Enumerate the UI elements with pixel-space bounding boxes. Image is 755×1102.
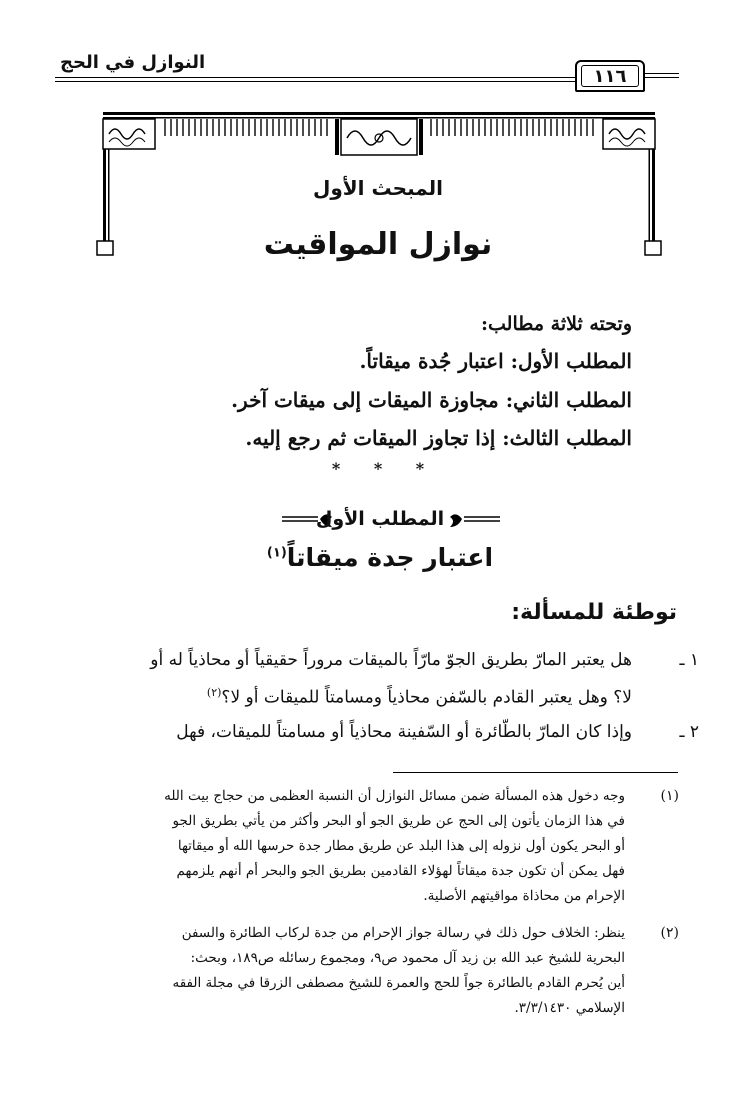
- footnote-line: الإحرام من محاذاة مواقيتهم الأصلية.: [423, 888, 625, 904]
- subsection-label: المطلب الثاني:: [505, 388, 632, 412]
- subsection-text: إذا تجاوز الميقات ثم رجع إليه.: [245, 426, 496, 450]
- subsection-text: اعتبار جُدة ميقاتاً.: [359, 349, 504, 373]
- chapter-label: المبحث الأول: [312, 176, 444, 200]
- header-rule-left-2: [55, 81, 575, 82]
- footnote-line: البحرية للشيخ عبد الله بن زيد آل محمود ص٩، ومجموع رسائله ص١٨٩، وبحث:: [190, 950, 625, 966]
- footnote-line: ينظر: الخلاف حول ذلك في رسالة جواز الإحرام من جدة لركاب الطائرة والسفن: [181, 925, 625, 941]
- subsection-text: مجاوزة الميقات إلى ميقات آخر.: [231, 388, 499, 412]
- footnote-ref: (١): [266, 545, 287, 561]
- question-number: ٢ ـ: [679, 722, 699, 742]
- footnote-line: وجه دخول هذه المسألة ضمن مسائل النوازل أن النسبة العظمى من حجاج بيت الله: [164, 788, 625, 804]
- subsection-item: [245, 426, 632, 450]
- footnote-number: (١): [660, 788, 679, 804]
- subsection-heading: المطلب الأول: [315, 508, 445, 530]
- header-rule-left: [55, 77, 575, 78]
- subsection-item: [231, 388, 632, 412]
- running-title: النوازل في الحج: [60, 52, 206, 73]
- footnote-line: الإسلامي ٣/٣/١٤٣٠.: [514, 1000, 625, 1016]
- question-text: لا؟ وهل يعتبر القادم بالسّفن محاذياً ومسامتاً للميقات أو لا؟: [221, 687, 632, 708]
- footnote-ref: (٢): [206, 686, 222, 699]
- subsection-label: المطلب الثالث:: [502, 426, 632, 450]
- footnote-line: في هذا الزمان يأتون إلى الحج عن طريق الجو أو البحر وأكثر من يأتي بطريق الجو: [172, 813, 625, 829]
- topic-title: [250, 543, 510, 572]
- question-number: ١ ـ: [679, 650, 699, 670]
- question-line: وإذا كان المارّ بالطّائرة أو السّفينة محاذياً أو مسامتاً للميقات، فهل: [176, 722, 632, 742]
- footnote-number: (٢): [660, 925, 679, 941]
- chapter-title: نوازل المواقيت: [263, 227, 493, 262]
- footnote-line: أو البحر يكون أول نزوله إلى هذا البلد عن طريق مطار جدة حرسها الله أو ميقاتها: [177, 838, 625, 854]
- footnote-line: فهل يمكن أن تكون جدة ميقاتاً لهؤلاء القادمين بطريق الجو والبحر أم أنهم يلزمهم: [176, 863, 625, 879]
- separator-stars: * * *: [331, 459, 439, 478]
- page-number: ١١٦: [593, 65, 627, 87]
- subsection-label: المطلب الأول:: [510, 349, 632, 373]
- header-rule-right-2: [641, 77, 679, 78]
- topic-title-text: اعتبار جدة ميقاتاً: [286, 543, 494, 572]
- footnote-rule: [393, 772, 678, 773]
- question-line: [207, 678, 632, 713]
- intro-text: وتحته ثلاثة مطالب:: [481, 313, 632, 335]
- footnote-line: أين يُحرم القادم بالطائرة جواً للحج والعمرة للشيخ مصطفى الزرقا في مجلة الفقه: [172, 975, 625, 991]
- header-rule-right: [641, 73, 679, 74]
- question-line: هل يعتبر المارّ بطريق الجوّ مارّاً بالميقات مروراً حقيقياً أو محاذياً له أو: [150, 650, 632, 670]
- issue-heading: توطئة للمسألة:: [511, 600, 677, 625]
- page-number-box: [575, 60, 645, 92]
- subsection-item: [359, 349, 632, 373]
